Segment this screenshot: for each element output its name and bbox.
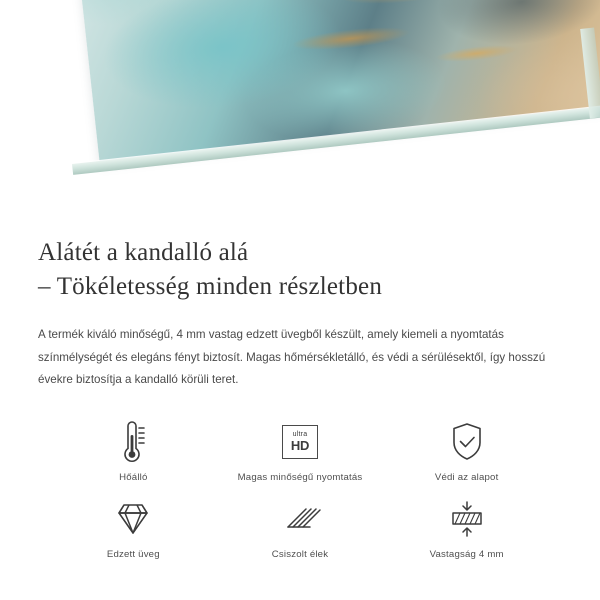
feature-item-print-quality bbox=[217, 418, 384, 483]
feature-label: Vastagság 4 mm bbox=[429, 548, 504, 560]
page-title-line-1: Alátét a kandalló alá bbox=[38, 239, 249, 266]
page-title-line-2: – Tökéletesség minden részletben bbox=[38, 273, 383, 300]
feature-label: Hőálló bbox=[119, 471, 148, 483]
thermometer-icon bbox=[111, 418, 155, 466]
ultra-hd-badge-bottom: HD bbox=[290, 437, 310, 453]
ultra-hd-icon bbox=[282, 418, 318, 466]
feature-item-heat-resistant bbox=[50, 418, 217, 483]
thickness-arrows-icon bbox=[445, 495, 489, 543]
feature-item-thickness bbox=[383, 495, 550, 560]
shield-check-icon bbox=[447, 418, 487, 466]
feature-item-tempered-glass bbox=[50, 495, 217, 560]
feature-label: Védi az alapot bbox=[434, 471, 499, 483]
feature-item-polished-edges bbox=[217, 495, 384, 560]
polished-edges-icon bbox=[278, 495, 322, 543]
glass-panel-photo bbox=[0, 0, 600, 222]
ultra-hd-badge-top: ultra bbox=[292, 431, 308, 439]
diamond-icon bbox=[111, 495, 155, 543]
feature-label: Magas minőségű nyomtatás bbox=[237, 471, 363, 483]
hero-image bbox=[0, 0, 600, 222]
feature-item-surface-protection bbox=[383, 418, 550, 483]
description-paragraph: A termék kiváló minőségű, 4 mm vastag edzett üvegből készült, amely kiemeli a nyomtatás színmélységét és elegáns fényt biztosít. Magas hőmérsékletálló, és védi a sérülésektől, így hosszú évekre biztosítja a kandalló körüli teret. bbox=[38, 328, 546, 387]
feature-grid bbox=[38, 418, 562, 560]
page-title bbox=[38, 236, 562, 304]
description-content bbox=[0, 222, 600, 560]
hero-bottom-fade bbox=[0, 196, 600, 222]
feature-label: Csiszolt élek bbox=[271, 548, 329, 560]
feature-label: Edzett üveg bbox=[106, 548, 160, 560]
